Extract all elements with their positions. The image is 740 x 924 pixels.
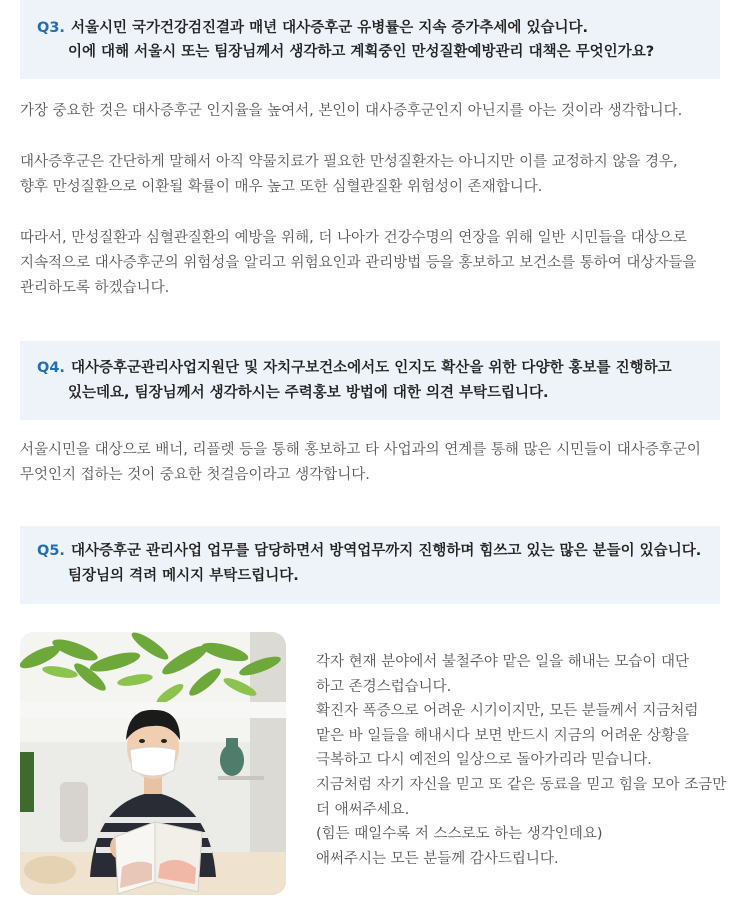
question-number: Q4. xyxy=(37,360,65,376)
answer-paragraph: 가장 중요한 것은 대사증후군 인지율을 높여서, 본인이 대사증후군인지 아닌지를 아는 것이라 생각합니다. xyxy=(20,103,683,119)
question-number: Q5. xyxy=(37,543,65,559)
question-line: 있는데요, 팀장님께서 생각하시는 주력홍보 방법에 대한 의견 부탁드립니다. xyxy=(68,385,549,401)
answer-line: 더 애써주세요. xyxy=(316,801,410,818)
answer-paragraph-q5 xyxy=(316,650,727,871)
question-text: 대사증후군 관리사업 업무를 담당하면서 방역업무까지 진행하며 힘쓰고 있는 많은 분들이 있습니다. xyxy=(70,543,702,559)
question-line xyxy=(37,541,701,561)
question-box-q4 xyxy=(20,341,720,420)
question-line: 팀장님의 격려 메시지 부탁드립니다. xyxy=(68,568,299,584)
answer-line: 무엇인지 접하는 것이 중요한 첫걸음이라고 생각합니다. xyxy=(20,467,370,483)
answer-paragraph xyxy=(20,438,720,488)
question-number: Q3. xyxy=(37,20,65,36)
answer-line: 지속적으로 대사증후군의 위험성을 알리고 위험요인과 관리방법 등을 홍보하고 보건소를 통하여 대상자들을 xyxy=(20,255,697,271)
answer-line: 대사증후군은 간단하게 말해서 아직 약물치료가 필요한 만성질환자는 아니지만 이를 교정하지 않을 경우, xyxy=(20,154,678,170)
answer-line: 확진자 폭증으로 어려운 시기이지만, 모든 분들께서 지금처럼 xyxy=(316,703,699,720)
question-line xyxy=(37,18,588,38)
answer-line: 극복하고 다시 예전의 일상으로 돌아가리라 믿습니다. xyxy=(316,752,652,769)
answer-line: 애써주시는 모든 분들께 감사드립니다. xyxy=(316,850,559,867)
question-box-q5 xyxy=(20,526,720,604)
answer-line: 각자 현재 분야에서 불철주야 맡은 일을 해내는 모습이 대단 xyxy=(316,654,690,670)
answer-line: 서울시민을 대상으로 배너, 리플렛 등을 통해 홍보하고 타 사업과의 연계를 통해 많은 시민들이 대사증후군이 xyxy=(20,442,701,458)
question-line: 이에 대해 서울시 또는 팀장님께서 생각하고 계획중인 만성질환예방관리 대책은 무엇인가요? xyxy=(68,44,655,60)
interview-photo xyxy=(20,632,286,895)
question-box-q3 xyxy=(20,0,720,79)
question-text: 서울시민 국가건강검진결과 매년 대사증후군 유병률은 지속 증가추세에 있습니다. xyxy=(70,20,589,36)
question-text: 대사증후군관리사업지원단 및 자치구보건소에서도 인지도 확산을 위한 다양한 홍보를 진행하고 xyxy=(70,360,672,376)
answer-line: 지금처럼 자기 자신을 믿고 또 같은 동료을 믿고 힘을 모아 조금만 xyxy=(316,776,727,793)
answer-line: 하고 존경스럽습니다. xyxy=(316,678,452,695)
question-line xyxy=(37,358,672,378)
answer-paragraph xyxy=(20,226,720,301)
answer-line: 향후 만성질환으로 이환될 확률이 매우 높고 또한 심혈관질환 위험성이 존재합니다. xyxy=(20,179,543,195)
answer-line: 관리하도록 하겠습니다. xyxy=(20,280,170,296)
answer-line: 따라서, 만성질환과 심혈관질환의 예방을 위해, 더 나아가 건강수명의 연장을 위해 일반 시민들을 대상으로 xyxy=(20,230,687,246)
answer-line: 맡은 바 일들을 해내시다 보면 반드시 지금의 어려운 상황을 xyxy=(316,727,690,744)
answer-line: (힘든 때일수록 저 스스로도 하는 생각인데요) xyxy=(316,826,603,843)
answer-paragraph xyxy=(20,150,720,200)
